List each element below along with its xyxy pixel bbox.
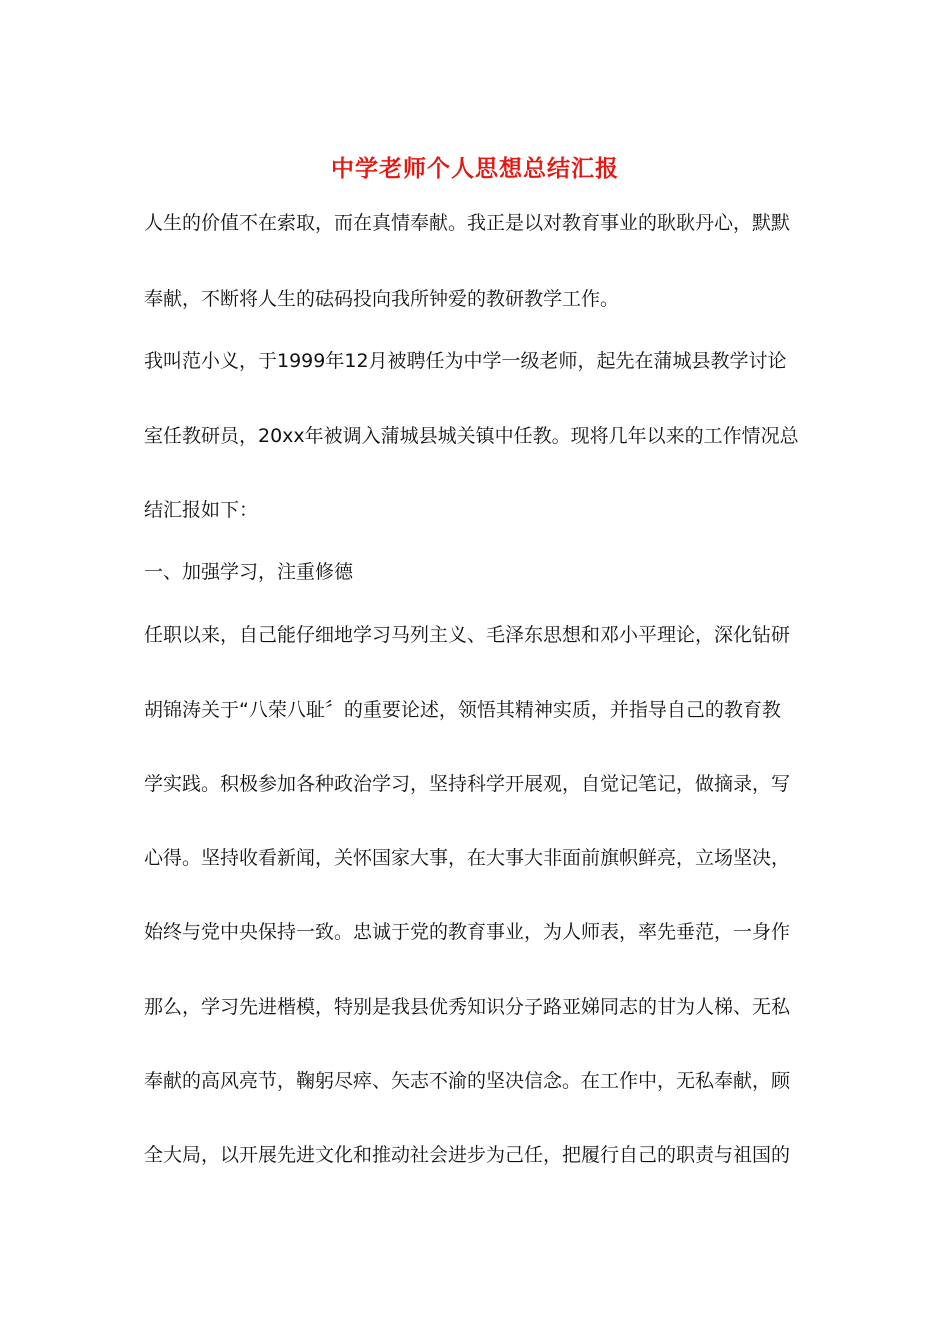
text-line-2: 奉献，不断将人生的砝码投向我所钟爱的教研教学工作。 bbox=[144, 288, 620, 310]
text-line-7: 任职以来，自己能仔细地学习马列主义、毛泽东思想和邓小平理论，深化钻研 bbox=[144, 624, 791, 646]
text-line-14: 全大局，以开展先进文化和推动社会进步为己任，把履行自己的职责与祖国的 bbox=[144, 1144, 791, 1166]
text-line-9: 学实践。积极参加各种政治学习，坚持科学开展观，自觉记笔记，做摘录，写 bbox=[144, 773, 791, 795]
text-line-4: 室任教研员，20xx年被调入蒲城县城关镇中任教。现将几年以来的工作情况总 bbox=[144, 425, 799, 447]
text-line-1: 人生的价值不在索取，而在真情奉献。我正是以对教育事业的耿耿丹心，默默 bbox=[144, 212, 791, 234]
section-heading-1: 一、加强学习，注重修德 bbox=[144, 561, 354, 583]
text-line-12: 那么，学习先进楷模，特别是我县优秀知识分子路亚娣同志的甘为人梯、无私 bbox=[144, 996, 791, 1018]
text-line-10: 心得。坚持收看新闻，关怀国家大事，在大事大非面前旗帜鲜亮，立场坚决， bbox=[144, 847, 791, 869]
text-line-11: 始终与党中央保持一致。忠诚于党的教育事业，为人师表，率先垂范，一身作 bbox=[144, 921, 791, 943]
text-line-5: 结汇报如下： bbox=[144, 499, 259, 521]
text-line-13: 奉献的高风亮节，鞠躬尽瘁、矢志不渝的坚决信念。在工作中，无私奉献，顾 bbox=[144, 1070, 791, 1092]
document-title: 中学老师个人思想总结汇报 bbox=[331, 155, 619, 182]
text-line-8: 胡锦涛关于“八荣八耻〞的重要论述，领悟其精神实质，并指导自己的教育教 bbox=[144, 699, 781, 721]
text-line-3: 我叫范小义，于1999年12月被聘任为中学一级老师，起先在蒲城县教学讨论 bbox=[144, 350, 787, 372]
